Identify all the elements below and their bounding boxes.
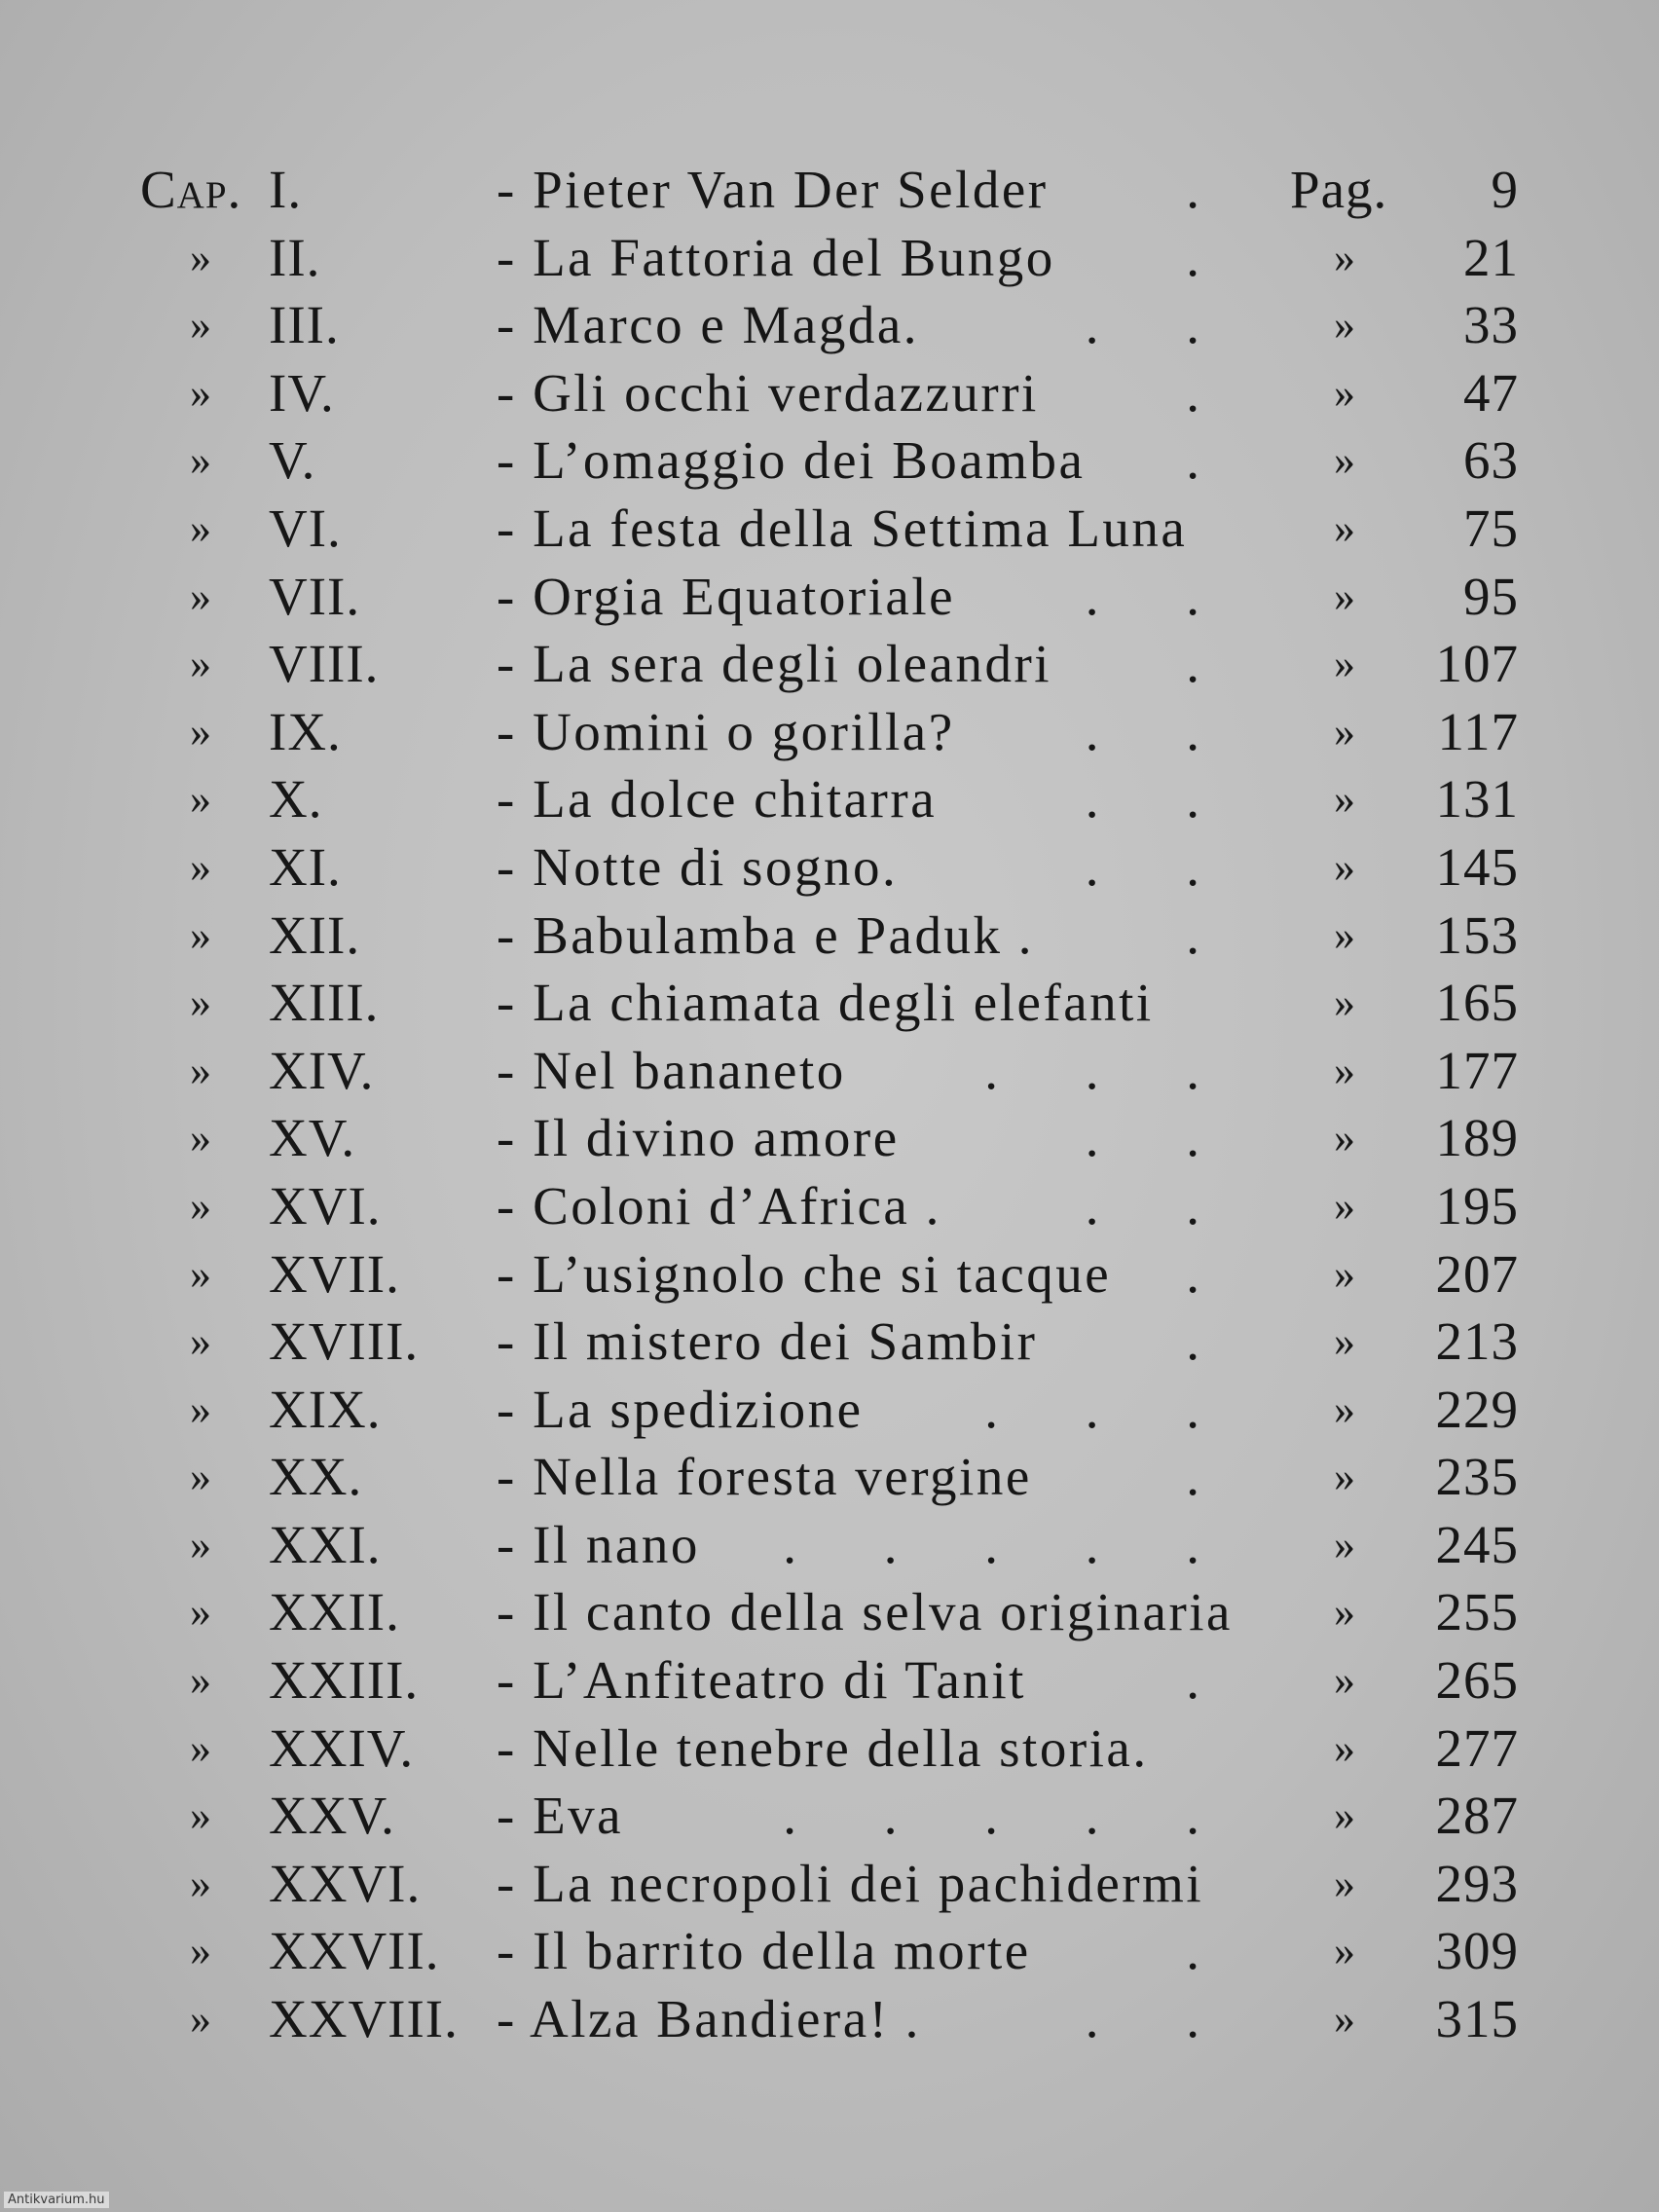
page-ditto-mark: » — [1334, 1723, 1355, 1772]
page-number: 21 — [1463, 227, 1519, 287]
page-ditto-mark: » — [1334, 1453, 1355, 1501]
leader-dots: . — [1186, 1311, 1236, 1372]
toc-row — [136, 1850, 1519, 1918]
leader-dots: . . — [1085, 836, 1236, 897]
page-number: 255 — [1435, 1582, 1519, 1642]
chapter-number: I. — [269, 160, 303, 219]
chapter-number: XIV. — [269, 1040, 375, 1100]
toc-row — [136, 698, 1519, 766]
page-number: 145 — [1435, 836, 1519, 897]
chapter-title: - Marco e Magda. — [497, 295, 919, 355]
page-number: 293 — [1435, 1853, 1519, 1913]
chapter-number: IX. — [269, 701, 342, 761]
leader-dots: . — [1186, 1650, 1236, 1711]
toc-row — [136, 1443, 1519, 1511]
chapter-ditto-mark: » — [190, 1791, 211, 1840]
page-number: 95 — [1463, 566, 1519, 626]
chapter-number: XXVIII. — [269, 1989, 459, 2049]
chapter-title: - Notte di sogno. — [497, 836, 899, 897]
leader-dots: . — [1186, 1243, 1236, 1304]
chapter-title: - La dolce chitarra — [497, 769, 938, 830]
page-number: 207 — [1435, 1243, 1519, 1304]
leader-dots: . . — [1085, 769, 1236, 830]
chapter-title: - Nel bananeto — [497, 1040, 846, 1100]
chapter-title: - Coloni d’Africa . — [497, 1175, 941, 1235]
leader-dots: . . . . . — [783, 1514, 1236, 1574]
page-number: 47 — [1463, 362, 1519, 423]
toc-row — [136, 1985, 1519, 2053]
chapter-ditto-mark: » — [190, 1520, 211, 1568]
leader-dots: . — [1186, 634, 1236, 694]
page-number: 189 — [1435, 1108, 1519, 1168]
chapter-title: - Uomini o gorilla? — [497, 701, 955, 761]
chapter-number: XIX. — [269, 1379, 382, 1439]
toc-row — [136, 426, 1519, 495]
toc-row — [136, 1646, 1519, 1714]
chapter-ditto-mark: » — [190, 1995, 211, 2044]
chapter-ditto-mark: » — [190, 1384, 211, 1433]
chapter-title: - Il canto della selva originaria — [497, 1582, 1233, 1642]
chapter-title: - Pieter Van Der Selder — [497, 160, 1049, 219]
page-number: 165 — [1435, 973, 1519, 1033]
chapter-title: - Alza Bandiera! . — [497, 1989, 921, 2049]
chapter-title: - La Fattoria del Bungo — [497, 227, 1055, 287]
page-number: 9 — [1491, 160, 1519, 219]
toc-row — [136, 765, 1519, 833]
toc-row — [136, 1917, 1519, 1985]
chapter-ditto-mark: » — [190, 640, 211, 688]
page-ditto-mark: » — [1334, 775, 1355, 824]
chapter-number: V. — [269, 430, 316, 491]
chapter-number: XIII. — [269, 973, 380, 1033]
leader-dots: . . — [1085, 1108, 1236, 1168]
chapter-ditto-mark: » — [190, 301, 211, 350]
toc-row — [136, 969, 1519, 1037]
page-label: Pag. — [1290, 160, 1388, 219]
chapter-ditto-mark: » — [190, 978, 211, 1027]
leader-dots: . — [1186, 1447, 1236, 1507]
page-ditto-mark: » — [1334, 1046, 1355, 1094]
chapter-ditto-mark: » — [190, 436, 211, 485]
toc-row — [136, 291, 1519, 359]
chapter-number: XXVII. — [269, 1921, 440, 1981]
chapter-ditto-mark: » — [190, 233, 211, 281]
toc-row — [136, 1172, 1519, 1240]
leader-dots: . . . — [984, 1379, 1236, 1439]
toc-row — [136, 1037, 1519, 1105]
chapter-number: XXI. — [269, 1514, 382, 1574]
chapter-title: - Babulamba e Paduk . — [497, 904, 1034, 965]
toc-row — [136, 224, 1519, 292]
page-ditto-mark: » — [1334, 233, 1355, 281]
page-ditto-mark: » — [1334, 1995, 1355, 2044]
page-ditto-mark: » — [1334, 301, 1355, 350]
page-ditto-mark: » — [1334, 1520, 1355, 1568]
chapter-title: - L’omaggio dei Boamba — [497, 430, 1086, 491]
table-of-contents — [136, 156, 1519, 2053]
page-ditto-mark: » — [1334, 1317, 1355, 1366]
chapter-ditto-mark: » — [190, 707, 211, 756]
toc-row — [136, 902, 1519, 970]
chapter-number: XX. — [269, 1447, 363, 1507]
chapter-ditto-mark: » — [190, 1723, 211, 1772]
chapter-number: IV. — [269, 362, 335, 423]
page-number: 287 — [1435, 1786, 1519, 1846]
chapter-title: - L’usignolo che si tacque — [497, 1243, 1112, 1304]
chapter-ditto-mark: » — [190, 1588, 211, 1637]
page-ditto-mark: » — [1334, 910, 1355, 959]
chapter-ditto-mark: » — [190, 1317, 211, 1366]
page-ditto-mark: » — [1334, 1384, 1355, 1433]
chapter-ditto-mark: » — [190, 1859, 211, 1907]
page-ditto-mark: » — [1334, 503, 1355, 552]
chapter-number: VI. — [269, 498, 342, 558]
chapter-title: - Orgia Equatoriale — [497, 566, 956, 626]
page-number: 75 — [1463, 498, 1519, 558]
chapter-number: XXII. — [269, 1582, 400, 1642]
toc-row — [136, 1376, 1519, 1444]
toc-row — [136, 1240, 1519, 1309]
page-number: 195 — [1435, 1175, 1519, 1235]
page-ditto-mark: » — [1334, 1114, 1355, 1162]
page-ditto-mark: » — [1334, 640, 1355, 688]
page-ditto-mark: » — [1334, 571, 1355, 620]
page-ditto-mark: » — [1334, 1588, 1355, 1637]
toc-row — [136, 1578, 1519, 1646]
page-ditto-mark: » — [1334, 978, 1355, 1027]
chapter-title: - Nella foresta vergine — [497, 1447, 1032, 1507]
watermark: Antikvarium.hu — [4, 2192, 109, 2208]
toc-row — [136, 563, 1519, 631]
toc-row — [136, 1308, 1519, 1376]
page-number: 131 — [1435, 769, 1519, 830]
chapter-number: III. — [269, 295, 340, 355]
chapter-number: XVI. — [269, 1175, 382, 1235]
chapter-number: II. — [269, 227, 321, 287]
chapter-number: VIII. — [269, 634, 380, 694]
chapter-ditto-mark: » — [190, 775, 211, 824]
chapter-ditto-mark: » — [190, 910, 211, 959]
chapter-number: XVII. — [269, 1243, 400, 1304]
chapter-ditto-mark: » — [190, 1181, 211, 1230]
toc-row — [136, 495, 1519, 563]
toc-row — [136, 630, 1519, 698]
chapter-title: - La chiamata degli elefanti — [497, 973, 1154, 1033]
leader-dots: . . — [1085, 295, 1236, 355]
page-ditto-mark: » — [1334, 842, 1355, 891]
chapter-ditto-mark: » — [190, 1453, 211, 1501]
chapter-title: - La spedizione — [497, 1379, 864, 1439]
chapter-number: XXIII. — [269, 1650, 420, 1711]
chapter-ditto-mark: » — [190, 1249, 211, 1298]
chapter-title: - La festa della Settima Luna — [497, 498, 1188, 558]
page-ditto-mark: » — [1334, 368, 1355, 417]
chapter-title: - L’Anfiteatro di Tanit — [497, 1650, 1026, 1711]
page-ditto-mark: » — [1334, 1656, 1355, 1705]
chapter-ditto-mark: » — [190, 571, 211, 620]
chapter-ditto-mark: » — [190, 1656, 211, 1705]
toc-row — [136, 1511, 1519, 1579]
chapter-title: - Eva — [497, 1786, 624, 1846]
page-number: 229 — [1435, 1379, 1519, 1439]
chapter-label: Cap. — [140, 160, 242, 219]
chapter-number: VII. — [269, 566, 361, 626]
page-ditto-mark: » — [1334, 1181, 1355, 1230]
chapter-title: - La necropoli dei pachidermi — [497, 1853, 1204, 1913]
chapter-ditto-mark: » — [190, 1114, 211, 1162]
chapter-title: - Gli occhi verdazzurri — [497, 362, 1039, 423]
page-number: 107 — [1435, 634, 1519, 694]
leader-dots: . . — [1085, 1175, 1236, 1235]
toc-row — [136, 833, 1519, 902]
toc-row — [136, 1104, 1519, 1172]
chapter-number: XXIV. — [269, 1717, 415, 1778]
chapter-title: - La sera degli oleandri — [497, 634, 1052, 694]
chapter-number: XI. — [269, 836, 342, 897]
toc-row — [136, 359, 1519, 427]
page-ditto-mark: » — [1334, 1927, 1355, 1975]
chapter-number: XII. — [269, 904, 361, 965]
page-number: 315 — [1435, 1989, 1519, 2049]
chapter-title: - Il divino amore — [497, 1108, 900, 1168]
toc-row — [136, 1714, 1519, 1783]
leader-dots: . — [1186, 227, 1236, 287]
chapter-title: - Il barrito della morte — [497, 1921, 1031, 1981]
leader-dots: . — [1186, 362, 1236, 423]
page-ditto-mark: » — [1334, 707, 1355, 756]
leader-dots: . — [1186, 430, 1236, 491]
chapter-ditto-mark: » — [190, 842, 211, 891]
page-number: 33 — [1463, 295, 1519, 355]
leader-dots: . — [1186, 160, 1236, 219]
toc-row — [136, 1782, 1519, 1850]
chapter-title: - Il nano — [497, 1514, 700, 1574]
chapter-ditto-mark: » — [190, 1927, 211, 1975]
chapter-ditto-mark: » — [190, 1046, 211, 1094]
page-number: 309 — [1435, 1921, 1519, 1981]
page-number: 245 — [1435, 1514, 1519, 1574]
leader-dots: . . — [1085, 701, 1236, 761]
chapter-title: - Il mistero dei Sambir — [497, 1311, 1038, 1372]
page-number: 177 — [1435, 1040, 1519, 1100]
chapter-number: XXV. — [269, 1786, 395, 1846]
chapter-number: XV. — [269, 1108, 356, 1168]
chapter-number: XXVI. — [269, 1853, 422, 1913]
chapter-number: X. — [269, 769, 323, 830]
chapter-ditto-mark: » — [190, 503, 211, 552]
leader-dots: . — [1186, 1921, 1236, 1981]
page-number: 235 — [1435, 1447, 1519, 1507]
page-number: 63 — [1463, 430, 1519, 491]
leader-dots: . . — [1085, 566, 1236, 626]
leader-dots: . — [1186, 904, 1236, 965]
page-number: 153 — [1435, 904, 1519, 965]
page-ditto-mark: » — [1334, 1791, 1355, 1840]
page-number: 277 — [1435, 1717, 1519, 1778]
chapter-ditto-mark: » — [190, 368, 211, 417]
page-ditto-mark: » — [1334, 436, 1355, 485]
chapter-number: XVIII. — [269, 1311, 420, 1372]
leader-dots: . . — [1085, 1989, 1236, 2049]
leader-dots: . . . . . — [783, 1786, 1236, 1846]
page-number: 117 — [1437, 701, 1519, 761]
page-ditto-mark: » — [1334, 1249, 1355, 1298]
page-number: 213 — [1435, 1311, 1519, 1372]
page-ditto-mark: » — [1334, 1859, 1355, 1907]
toc-row — [136, 156, 1519, 224]
leader-dots: . . . — [984, 1040, 1236, 1100]
chapter-title: - Nelle tenebre della storia. — [497, 1717, 1149, 1778]
page-number: 265 — [1435, 1650, 1519, 1711]
